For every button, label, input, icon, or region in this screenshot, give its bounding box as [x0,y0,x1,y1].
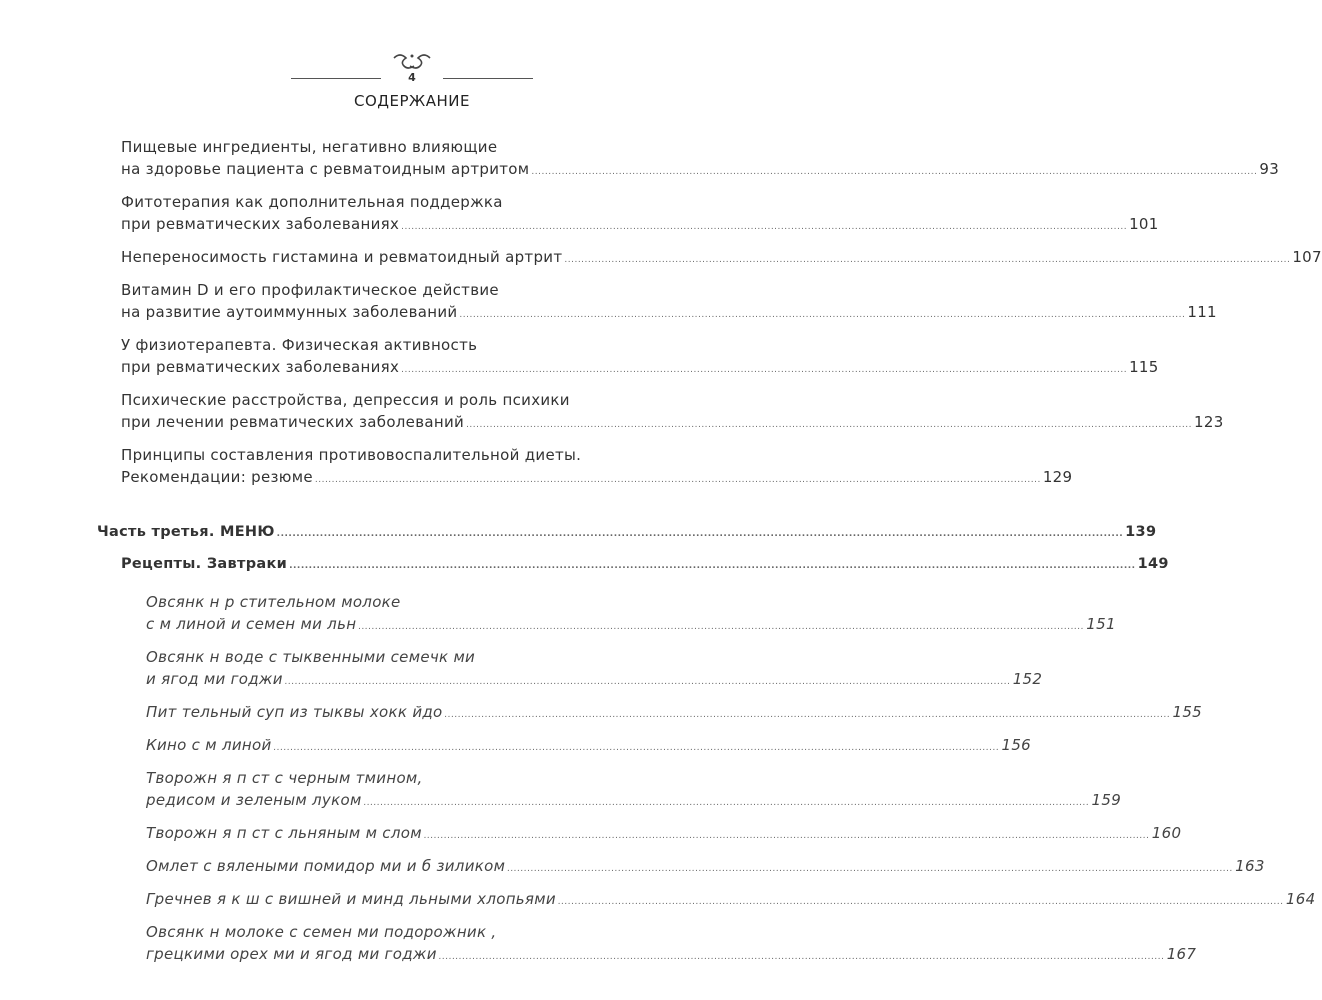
toc-entry-last-line [146,888,1316,913]
toc-entry-last-line [146,734,1032,759]
toc-entry-page: 129 [1042,468,1073,486]
toc-entry-page: 115 [1129,358,1159,376]
leader-dots: ........................................................................................................................................................................................................................ [314,475,1041,485]
leader-dots: ........................................................................................................................................................................................................................ [444,710,1171,720]
toc-section-entry[interactable] [121,553,1169,577]
toc-entry-page: 164 [1285,890,1316,908]
toc-entry-page: 167 [1166,945,1197,963]
toc-entry-text: редисом и зеленым луком [146,791,362,809]
toc-entry-text: при ревматических заболеваниях [121,215,400,233]
toc-entry-page: 123 [1194,413,1224,431]
toc-entry-last-line [146,855,1265,880]
toc-section-page: 149 [1137,556,1169,572]
toc-entry[interactable] [121,246,1322,271]
toc-entry-text: Творожн я п ст с льняным м слом [146,824,422,842]
toc-entry-text: на развитие аутоиммунных заболеваний [121,303,458,321]
toc-entry-text: Гречнев я к ш с вишней и минд льными хлопьями [146,890,556,908]
toc-entry-last-line [146,701,1203,726]
leader-dots: ........................................................................................................................................................................................................................ [423,831,1150,841]
toc-part-entry[interactable] [97,521,1157,545]
toc-entry-last-line [121,301,1217,326]
toc-entry-text: при ревматических заболеваниях [121,358,400,376]
toc-entry[interactable] [146,921,1197,968]
toc-entry-line: У физиотерапевта. Физическая активность [121,336,478,354]
toc-entry-page: 159 [1091,791,1122,809]
toc-entry-text: на здоровье пациента с ревматоидным артритом [121,160,530,178]
toc-entry-text: Рекомендации: резюме [121,468,313,486]
toc-entry-line: Принципы составления противовоспалительной диеты. [121,446,582,464]
toc-entry[interactable] [146,855,1265,880]
toc-entry-page: 152 [1012,670,1043,688]
leader-dots: ........................................................................................................................................................................................................................ [557,897,1284,907]
toc-entry-page: 156 [1001,736,1032,754]
leader-dots: ........................................................................................................................................................................................................................ [276,529,1124,539]
toc-entry-text: Непереносимость гистамина и ревматоидный артрит [121,248,563,266]
toc-entry-text: с м линой и семен ми льн [146,615,357,633]
toc-part-page: 139 [1125,524,1157,540]
toc-part-label: Часть третья. МЕНЮ [97,524,275,540]
toc-entry-last-line [121,356,1159,381]
toc-entry[interactable] [146,767,1122,814]
toc-entry[interactable] [121,334,1159,381]
toc-entry[interactable] [121,279,1217,326]
toc-entry-line: Творожн я п ст с черным тмином, [146,769,423,787]
toc-entry-text: Омлет с вялеными помидор ми и б зиликом [146,857,506,875]
leader-dots: ........................................................................................................................................................................................................................ [401,365,1128,375]
leader-dots: ........................................................................................................................................................................................................................ [438,952,1165,962]
toc-entry-text: Кино с м линой [146,736,272,754]
leader-dots: ........................................................................................................................................................................................................................ [401,222,1128,232]
toc-entry-line: Пищевые ингредиенты, негативно влияющие [121,138,498,156]
leader-dots: ........................................................................................................................................................................................................................ [358,622,1085,632]
toc-entry-line: Овсянк н р стительном молоке [146,593,401,611]
toc-entry-line: Витамин D и его профилактическое действие [121,281,499,299]
toc-entry-last-line [121,411,1224,436]
toc-entry-line: Психические расстройства, депрессия и роль психики [121,391,570,409]
toc-entry-page: 107 [1292,248,1322,266]
toc-entry-last-line [121,466,1073,491]
header-rule-right [443,78,533,79]
toc-entry-page: 111 [1187,303,1217,321]
toc-entry-line: Овсянк н воде с тыквенными семечк ми [146,648,476,666]
toc-entry-text: и ягод ми годжи [146,670,283,688]
table-of-contents [0,136,1322,968]
leader-dots: ........................................................................................................................................................................................................................ [507,864,1234,874]
toc-entry[interactable] [121,444,1073,491]
toc-entry-last-line [146,668,1043,693]
toc-entry[interactable] [121,389,1224,436]
toc-entry-page: 93 [1259,160,1280,178]
leader-dots: ........................................................................................................................................................................................................................ [363,798,1090,808]
toc-entry-page: 101 [1129,215,1159,233]
leader-dots: ........................................................................................................................................................................................................................ [466,420,1193,430]
toc-entry[interactable] [146,734,1032,759]
toc-entry-page: 155 [1172,703,1203,721]
toc-entry-last-line [146,943,1197,968]
leader-dots: ........................................................................................................................................................................................................................ [459,310,1186,320]
toc-entry[interactable] [146,591,1116,638]
toc-entry-page: 151 [1086,615,1116,633]
header-rule-left [291,78,381,79]
toc-entry-last-line [121,158,1280,183]
toc-entry[interactable] [146,888,1316,913]
toc-entry[interactable] [146,822,1182,847]
page-header [0,50,800,120]
toc-entry[interactable] [121,136,1280,183]
leader-dots: ........................................................................................................................................................................................................................ [284,677,1011,687]
toc-entry-text: Пит тельный суп из тыквы хокк йдо [146,703,443,721]
leader-dots: ........................................................................................................................................................................................................................ [564,255,1291,265]
toc-section-label: Рецепты. Завтраки [121,556,288,572]
toc-intro-list [0,136,1322,491]
toc-entry-last-line [146,613,1116,638]
leader-dots: ........................................................................................................................................................................................................................ [289,561,1136,571]
leader-dots: ........................................................................................................................................................................................................................ [273,743,1000,753]
toc-entry-page: 163 [1235,857,1265,875]
toc-entry[interactable] [146,701,1203,726]
toc-entry-text: при лечении ревматических заболеваний [121,413,465,431]
page-title: СОДЕРЖАНИЕ [354,92,470,110]
toc-entry-page: 160 [1151,824,1182,842]
toc-entry[interactable] [121,191,1159,238]
page-number: 4 [408,71,416,84]
toc-entry-line: Овсянк н молоке с семен ми подорожник , [146,923,497,941]
toc-entry-last-line [146,789,1122,814]
toc-entry-last-line [146,822,1182,847]
toc-entry-text: грецкими орех ми и ягод ми годжи [146,945,437,963]
toc-entry-line: Фитотерапия как дополнительная поддержка [121,193,503,211]
toc-recipe-list [0,591,1316,968]
toc-entry-last-line [121,213,1159,238]
toc-entry[interactable] [146,646,1043,693]
toc-entry-last-line [121,246,1322,271]
leader-dots: ........................................................................................................................................................................................................................ [531,167,1258,177]
